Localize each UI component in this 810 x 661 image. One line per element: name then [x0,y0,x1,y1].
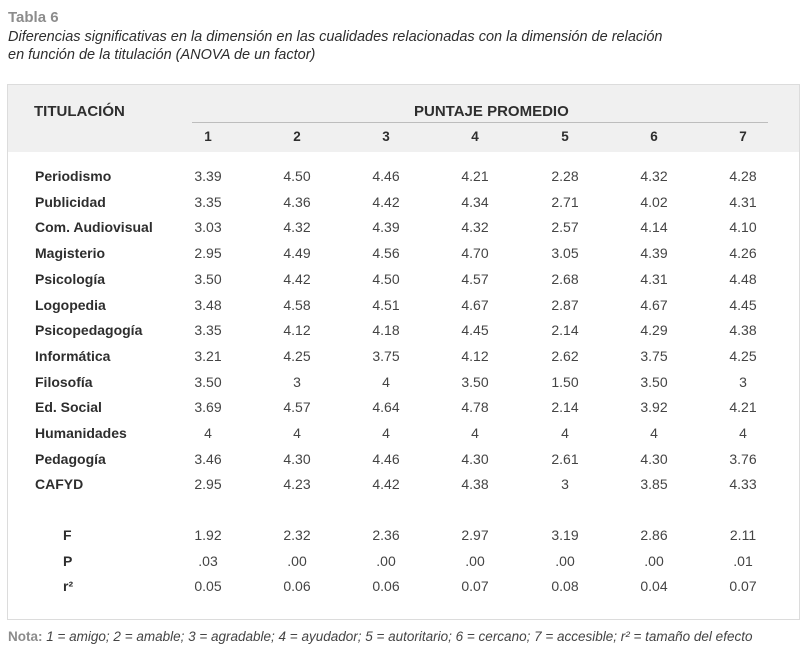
table-cell: 4.70 [461,245,489,262]
table-cell: 3.05 [551,245,579,262]
stat-label: F [63,527,72,543]
table-cell: 4 [561,425,569,441]
table-cell: 4 [204,425,212,441]
table-cell: 4.56 [372,245,400,262]
table-cell: 2.71 [551,193,579,210]
stat-row [8,550,799,572]
row-label: CAFYD [35,476,84,493]
table-cell: 0.06 [372,578,400,595]
table-row [8,396,799,418]
table-cell: 4.12 [461,347,489,364]
table-row [8,422,799,444]
row-label: Psicopedagogía [35,322,143,339]
row-label: Informática [35,347,111,364]
table-cell: 3.46 [194,450,222,467]
table-cell: .03 [198,552,218,569]
table-cell: 3.19 [551,527,579,543]
table-cell: 3.75 [640,347,668,364]
table-cell: 2.61 [551,450,579,467]
row-label: Filosofía [35,373,93,390]
column-header-4: 4 [471,129,479,144]
table-cell: 4 [650,425,658,441]
table-cell: 4.58 [283,296,311,313]
table-cell: 4 [471,425,479,441]
table-cell: 4.10 [729,219,757,236]
table-cell: .01 [733,552,753,569]
table-cell: 4.28 [729,168,757,184]
table-cell: 2.62 [551,347,579,364]
column-header-2: 2 [293,129,301,144]
table-cell: 4.46 [372,168,400,184]
note-label: Nota: [8,629,43,644]
table-cell: 2.14 [551,322,579,339]
header-divider [192,122,768,123]
table-cell: 4.38 [729,322,757,339]
table-row [8,448,799,470]
table-cell: 4.25 [283,347,311,364]
table-cell: 3.92 [640,399,668,416]
row-label: Psicología [35,270,106,287]
table-cell: 4.42 [372,476,400,493]
table-cell: 4.34 [461,193,489,210]
table-cell: 3.50 [640,373,668,390]
table-cell: 4.78 [461,399,489,416]
table-cell: 3.48 [194,296,222,313]
table-cell: 2.11 [729,527,757,543]
row-label: Periodismo [35,168,112,184]
table-cell: 4.21 [461,168,489,184]
table-row [8,216,799,238]
table-cell: .00 [555,552,575,569]
table-cell: 3.35 [194,193,222,210]
table-row [8,345,799,367]
table-cell: 2.57 [551,219,579,236]
table-cell: 3.75 [372,347,400,364]
table-cell: 2.95 [194,476,222,493]
table-cell: 3 [561,476,569,493]
table-row [8,242,799,264]
table-cell: 0.06 [283,578,311,595]
row-header-label: TITULACIÓN [34,103,125,120]
table-cell: 4.57 [283,399,311,416]
row-label: Humanidades [35,425,127,441]
table-cell: .00 [287,552,307,569]
table-cell: 4.67 [461,296,489,313]
table-cell: 1.92 [194,527,222,543]
table-cell: 3.76 [729,450,757,467]
table-cell: 4.45 [461,322,489,339]
table-cell: 3.03 [194,219,222,236]
table-number: Tabla 6 [8,9,59,26]
data-table [7,84,800,620]
stat-label: r² [63,578,74,595]
table-cell: .00 [644,552,664,569]
table-cell: 4.21 [729,399,757,416]
stat-label: P [63,552,73,569]
table-cell: 3.39 [194,168,222,184]
table-cell: 4.46 [372,450,400,467]
table-cell: 0.05 [194,578,222,595]
table-cell: 2.95 [194,245,222,262]
table-cell: 2.68 [551,270,579,287]
table-cell: 2.14 [551,399,579,416]
table-note [8,628,752,646]
table-cell: 4.30 [283,450,311,467]
table-cell: .00 [376,552,396,569]
table-cell: 4.57 [461,270,489,287]
table-row [8,268,799,290]
table-cell: 0.08 [551,578,579,595]
table-cell: 4.26 [729,245,757,262]
table-cell: 4.25 [729,347,757,364]
note-text: 1 = amigo; 2 = amable; 3 = agradable; 4 = ayudador; 5 = autoritario; 6 = cercano; 7 = accesible; r² = tamaño del efecto [46,629,753,644]
table-cell: 2.87 [551,296,579,313]
column-header-5: 5 [561,129,569,144]
table-cell: 2.28 [551,168,579,184]
table-cell: 3.50 [194,270,222,287]
table-cell: 1.50 [551,373,579,390]
stat-row [8,575,799,597]
table-cell: 4.33 [729,476,757,493]
table-caption [8,8,662,64]
column-header-3: 3 [382,129,390,144]
table-cell: 0.07 [461,578,489,595]
table-cell: 4.31 [729,193,757,210]
table-cell: 4.23 [283,476,311,493]
table-cell: 4.30 [461,450,489,467]
table-cell: 4.51 [372,296,400,313]
table-cell: 4.50 [372,270,400,287]
column-header-6: 6 [650,129,658,144]
table-cell: 3.69 [194,399,222,416]
row-label: Com. Audiovisual [35,219,153,236]
table-row [8,294,799,316]
table-cell: 4 [293,425,301,441]
row-label: Publicidad [35,193,106,210]
table-cell: 4.30 [640,450,668,467]
table-row [8,473,799,495]
table-cell: 4.29 [640,322,668,339]
table-cell: 0.07 [729,578,757,595]
table-cell: 3 [739,373,747,390]
table-cell: 4.02 [640,193,668,210]
table-cell: 4.32 [640,168,668,184]
stat-row [8,524,799,546]
table-cell: 4.42 [283,270,311,287]
table-cell: 3.50 [461,373,489,390]
table-title-line-1: Diferencias significativas en la dimensión en las cualidades relacionadas con la dimensión de relación [8,29,663,45]
table-cell: 4 [382,373,390,390]
table-cell: 4.39 [372,219,400,236]
table-cell: 4.36 [283,193,311,210]
table-cell: .00 [465,552,485,569]
table-cell: 4.31 [640,270,668,287]
table-cell: 4.18 [372,322,400,339]
table-cell: 4.67 [640,296,668,313]
table-cell: 4.42 [372,193,400,210]
column-header-7: 7 [739,129,747,144]
table-row [8,165,799,187]
table-cell: 4.38 [461,476,489,493]
table-cell: 2.86 [640,527,668,543]
table-cell: 4.32 [461,219,489,236]
row-label: Ed. Social [35,399,102,416]
table-cell: 3.85 [640,476,668,493]
table-row [8,191,799,213]
row-label: Logopedia [35,296,106,313]
table-cell: 4.64 [372,399,400,416]
table-row [8,371,799,393]
table-cell: 4.32 [283,219,311,236]
table-cell: 2.36 [372,527,400,543]
row-label: Magisterio [35,245,106,262]
table-cell: 3.21 [194,347,222,364]
table-cell: 4.48 [729,270,757,287]
table-cell: 4 [739,425,747,441]
table-cell: 2.32 [283,527,311,543]
table-cell: 4.45 [729,296,757,313]
table-cell: 3.35 [194,322,222,339]
table-header [8,85,799,152]
row-label: Pedagogía [35,450,106,467]
table-cell: 0.04 [640,578,668,595]
table-cell: 3.50 [194,373,222,390]
table-title-line-2: en función de la titulación (ANOVA de un factor) [8,47,316,63]
table-cell: 4.39 [640,245,668,262]
column-header-1: 1 [204,129,212,144]
column-group-label: PUNTAJE PROMEDIO [414,103,569,120]
table-row [8,319,799,341]
table-cell: 4.14 [640,219,668,236]
table-cell: 3 [293,373,301,390]
table-cell: 4 [382,425,390,441]
table-cell: 4.50 [283,168,311,184]
table-cell: 2.97 [461,527,489,543]
table-cell: 4.12 [283,322,311,339]
table-cell: 4.49 [283,245,311,262]
